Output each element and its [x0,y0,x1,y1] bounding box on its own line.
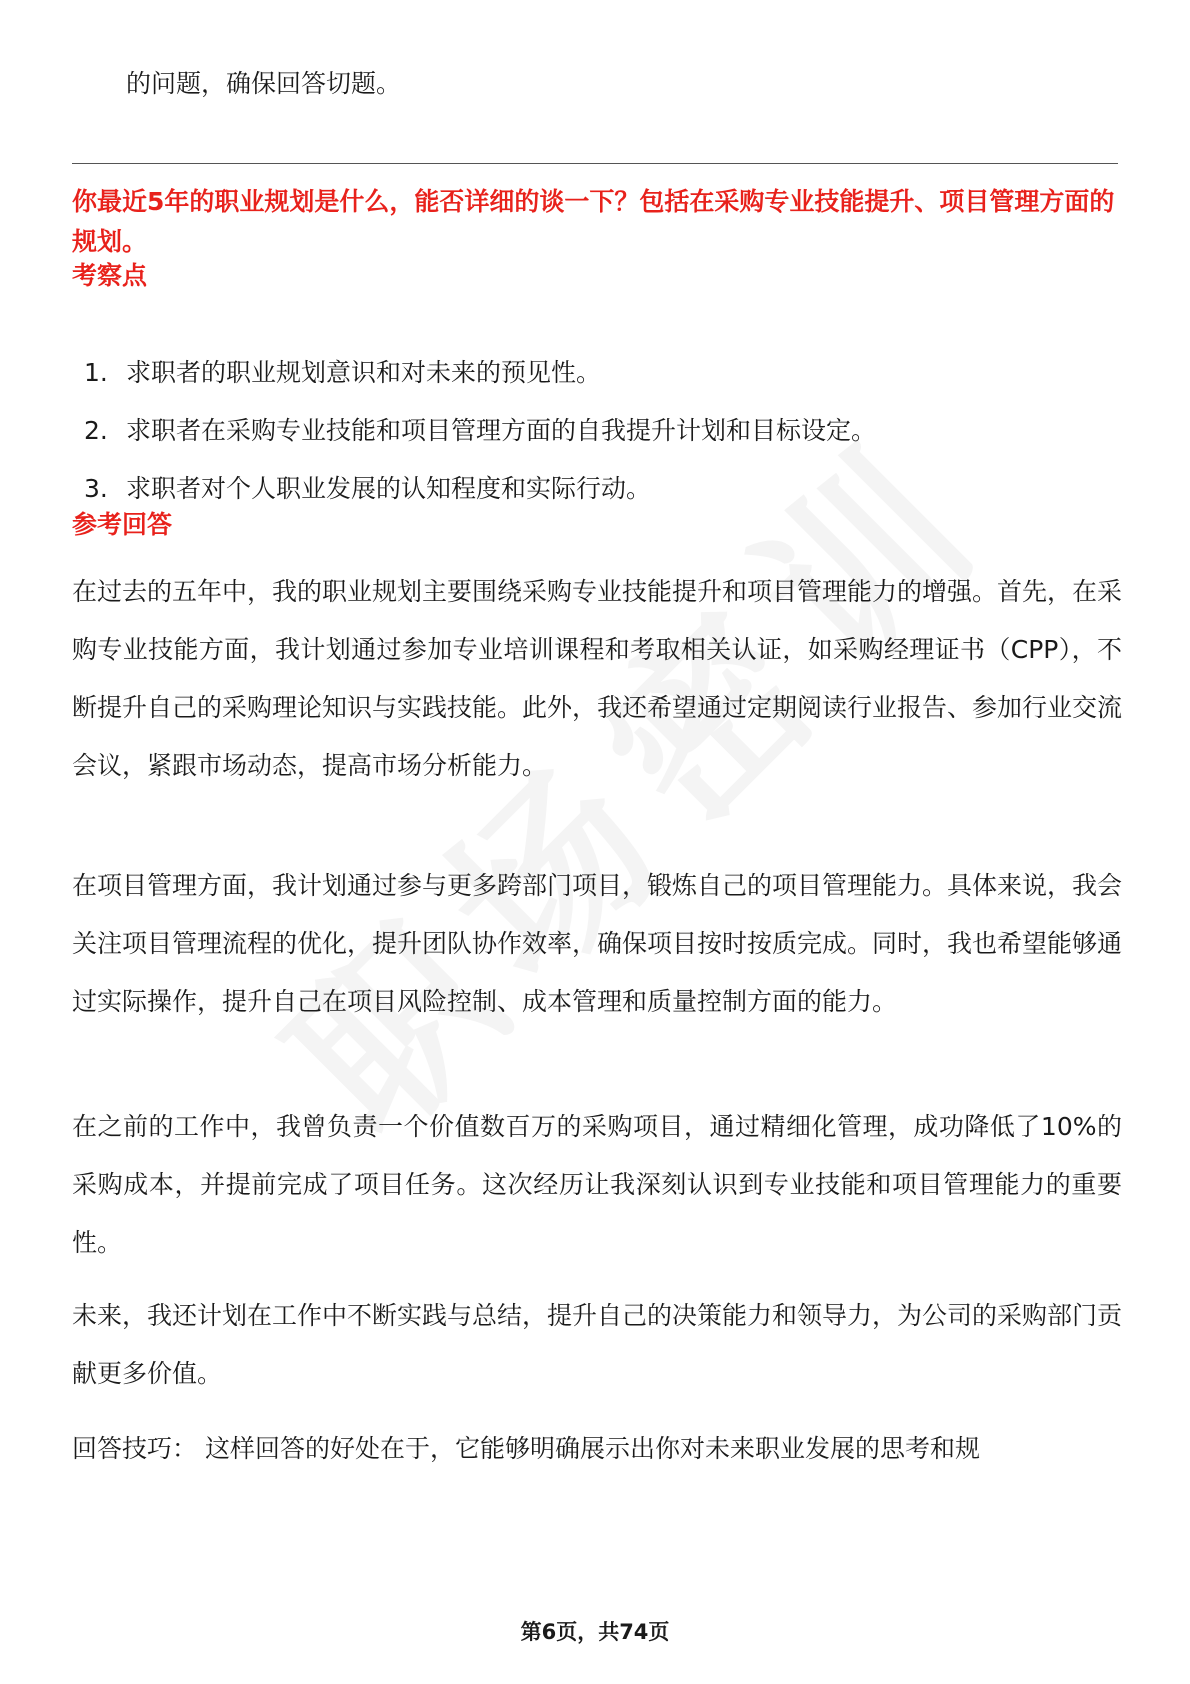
list-item [84,469,876,527]
answer-tip: 回答技巧： 这样回答的好处在于，它能够明确展示出你对未来职业发展的思考和规 [72,1434,980,1463]
carryover-text: 的问题，确保回答切题。 [126,69,402,98]
list-number: 2. [84,416,108,445]
list-text: 求职者在采购专业技能和项目管理方面的自我提升计划和目标设定。 [126,416,877,445]
list-text: 求职者对个人职业发展的认知程度和实际行动。 [126,474,652,503]
points-list [84,353,876,527]
page-footer: 第6页，共74页 [520,1620,670,1644]
question-title: 你最近5年的职业规划是什么，能否详细的谈一下？包括在采购专业技能提升、项目管理方面的规划。 [72,187,1115,256]
divider [72,163,1118,164]
list-item [84,353,876,411]
answer-paragraph: 在过去的五年中，我的职业规划主要围绕采购专业技能提升和项目管理能力的增强。首先，在采购专业技能方面，我计划通过参加专业培训课程和考取相关认证，如采购经理证书（CPP），不断提升自己的采购理论知识与实践技能。此外，我还希望通过定期阅读行业报告、参加行业交流会议，紧跟市场动态，提高市场分析能力。 [72,577,1123,780]
list-number: 3. [84,474,108,503]
heading-answer: 参考回答 [72,510,173,539]
list-item [84,411,876,469]
heading-points: 考察点 [72,261,148,290]
answer-paragraph: 在之前的工作中，我曾负责一个价值数百万的采购项目，通过精细化管理，成功降低了10%的采购成本，并提前完成了项目任务。这次经历让我深刻认识到专业技能和项目管理能力的重要性。 [72,1112,1122,1257]
list-text: 求职者的职业规划意识和对未来的预见性。 [126,358,602,387]
answer-paragraph: 在项目管理方面，我计划通过参与更多跨部门项目，锻炼自己的项目管理能力。具体来说，我会关注项目管理流程的优化，提升团队协作效率，确保项目按时按质完成。同时，我也希望能够通过实际操作，提升自己在项目风险控制、成本管理和质量控制方面的能力。 [72,871,1123,1016]
list-number: 1. [84,358,108,387]
answer-paragraph: 未来，我还计划在工作中不断实践与总结，提升自己的决策能力和领导力，为公司的采购部门贡献更多价值。 [72,1301,1123,1388]
